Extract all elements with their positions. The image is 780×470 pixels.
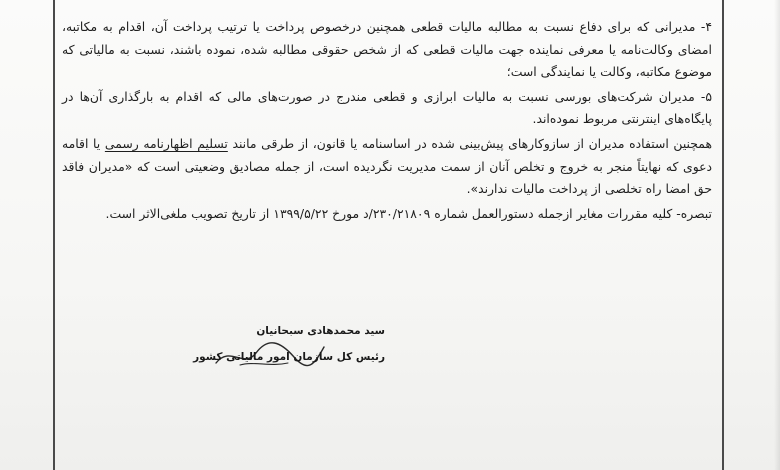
explanatory-intro: همچنین استفاده مدیران از سازوکارهای پیش‌بینی شده در اساسنامه یا قانون، از طرقی مانند — [232, 135, 712, 151]
signatory-name: سید محمدهادی سبحانیان — [256, 325, 385, 337]
explanatory-paragraph — [62, 133, 712, 201]
clause-4: ۴- مدیرانی که برای دفاع نسبت به مطالبه مالیات قطعی همچنین درخصوص پرداخت یا ترتیب پرداخت آن، اقدام به مکاتبه، امضای وکالت‌نامه یا معرفی نماینده جهت مالیات قطعی که از شخص حقوقی مطالبه شده، نموده باشند، نسبت به مالیاتی که موضوع مکاتبه، وکالت یا نمایندگی است؛ — [62, 19, 712, 80]
right-margin-rule — [722, 0, 724, 470]
clause-5: ۵- مدیران شرکت‌های بورسی نسبت به مالیات ابرازی و قطعی مندرج در صورت‌های مالی که اقدام به بارگذاری آن‌ها در پایگاه‌های اینترنتی مربوط نموده‌اند. — [62, 88, 712, 127]
signature-block — [193, 322, 385, 366]
document-body — [62, 16, 712, 225]
left-margin-rule — [53, 0, 55, 470]
page-edge-shadow — [774, 0, 780, 470]
signatory-title: رئیس کل سازمان امور مالیاتی کشور — [193, 351, 385, 363]
note-paragraph: تبصره- کلیه مقررات مغایر ازجمله دستورالعمل شماره ۲۳۰/۲۱۸۰۹/د مورخ ۱۳۹۹/۵/۲۲ از تاریخ تصویب ملغی‌الاثر است. — [105, 205, 712, 221]
underlined-phrase: تسلیم اظهارنامه رسمی — [104, 135, 228, 151]
explanatory-rest: یا اقامه دعوی که نهایتاً منجر به خروج و تخلص آنان از سمت مدیریت نگردیده است، از جمله مصادیق وضعیتی است که «مدیران فاقد حق امضا راه تخلصی از پرداخت مالیات ندارند». — [62, 135, 712, 197]
